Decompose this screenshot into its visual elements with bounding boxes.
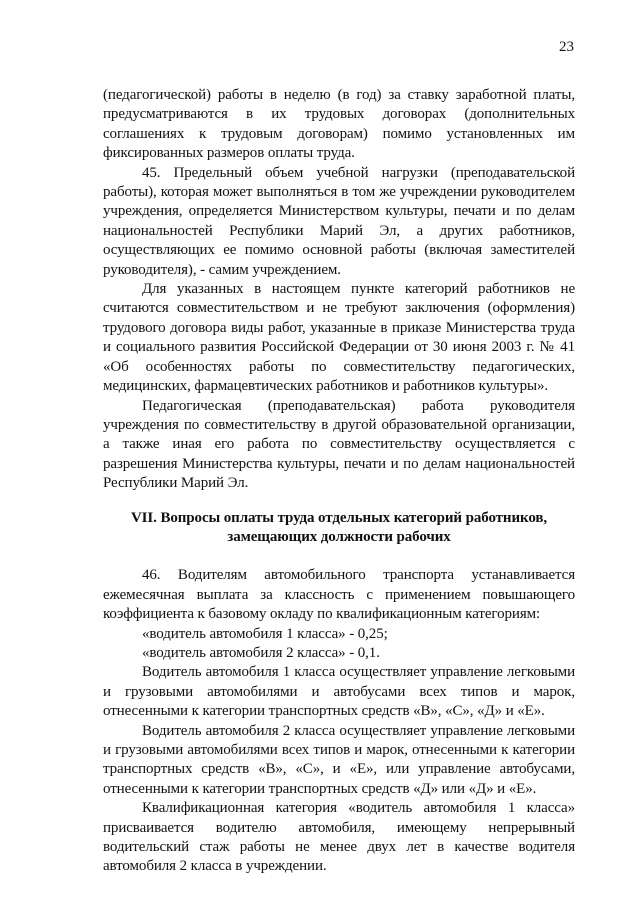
paragraph-qualification: Квалификационная категория «водитель автомобиля 1 класса» присваивается водителю автомобиля, имеющему непрерывный водительский стаж работы не менее двух лет в качестве водителя автомобиля 2 класса в учреждении. [103,800,575,875]
paragraph-category-2: «водитель автомобиля 2 класса» - 0,1. [142,644,380,661]
section-heading-line-1: VII. Вопросы оплаты труда отдельных категорий работников, [130,509,548,526]
paragraph-continuation: (педагогической) работы в неделю (в год) за ставку заработной платы, предусматриваются в их трудовых договорах (дополнительных соглашениях к трудовым договорам) помимо установленных им фиксированных размеров оплаты труда. [103,87,575,162]
document-body [103,86,575,877]
paragraph-item-45: 45. Предельный объем учебной нагрузки (преподавательской работы), которая может выполняться в том же учреждении руководителем учреждения, определяется Министерством культуры, печати и по делам национальностей Республики Марий Эл, а других работников, осуществляющих ее помимо основной работы (включая заместителей руководителя), - самим учреждением. [103,164,575,278]
paragraph-combination-rule: Для указанных в настоящем пункте категорий работников не считаются совместительством и не требуют заключения (оформления) трудового договора виды работ, указанные в приказе Министерства труда и социального развития Российской Федерации от 30 июня 2003 г. № 41 «Об особенностях работы по совместительству педагогических, медицинских, фармацевтических работников и работников культуры». [103,281,575,395]
paragraph-driver-class-1: Водитель автомобиля 1 класса осуществляет управление легковыми и грузовыми автомобилями и автобусами всех типов и марок, отнесенными к категории транспортных средств «В», «С», «Д» и «Е». [103,664,575,720]
paragraph-head-combination: Педагогическая (преподавательская) работа руководителя учреждения по совместительству в другой образовательной организации, а также иная его работа по совместительству осуществляется с разрешения Министерства культуры, печати и по делам национальностей Республики Марий Эл. [103,397,575,492]
page-number: 23 [559,39,574,55]
paragraph-item-46: 46. Водителям автомобильного транспорта устанавливается ежемесячная выплата за классность с применением повышающего коэффициента к базовому окладу по квалификационным категориям: [103,567,575,623]
paragraph-category-1: «водитель автомобиля 1 класса» - 0,25; [142,625,388,642]
section-heading-line-2: замещающих должности рабочих [227,528,451,545]
section-heading [103,509,575,548]
paragraph-driver-class-2: Водитель автомобиля 2 класса осуществляет управление легковыми и грузовыми автомобилями всех типов и марок, отнесенными к категории транспортных средств «В», «С», и «Е», или управление автобусами, отнесенными к категории транспортных средств «Д» или «Д» и «Е». [103,722,575,797]
